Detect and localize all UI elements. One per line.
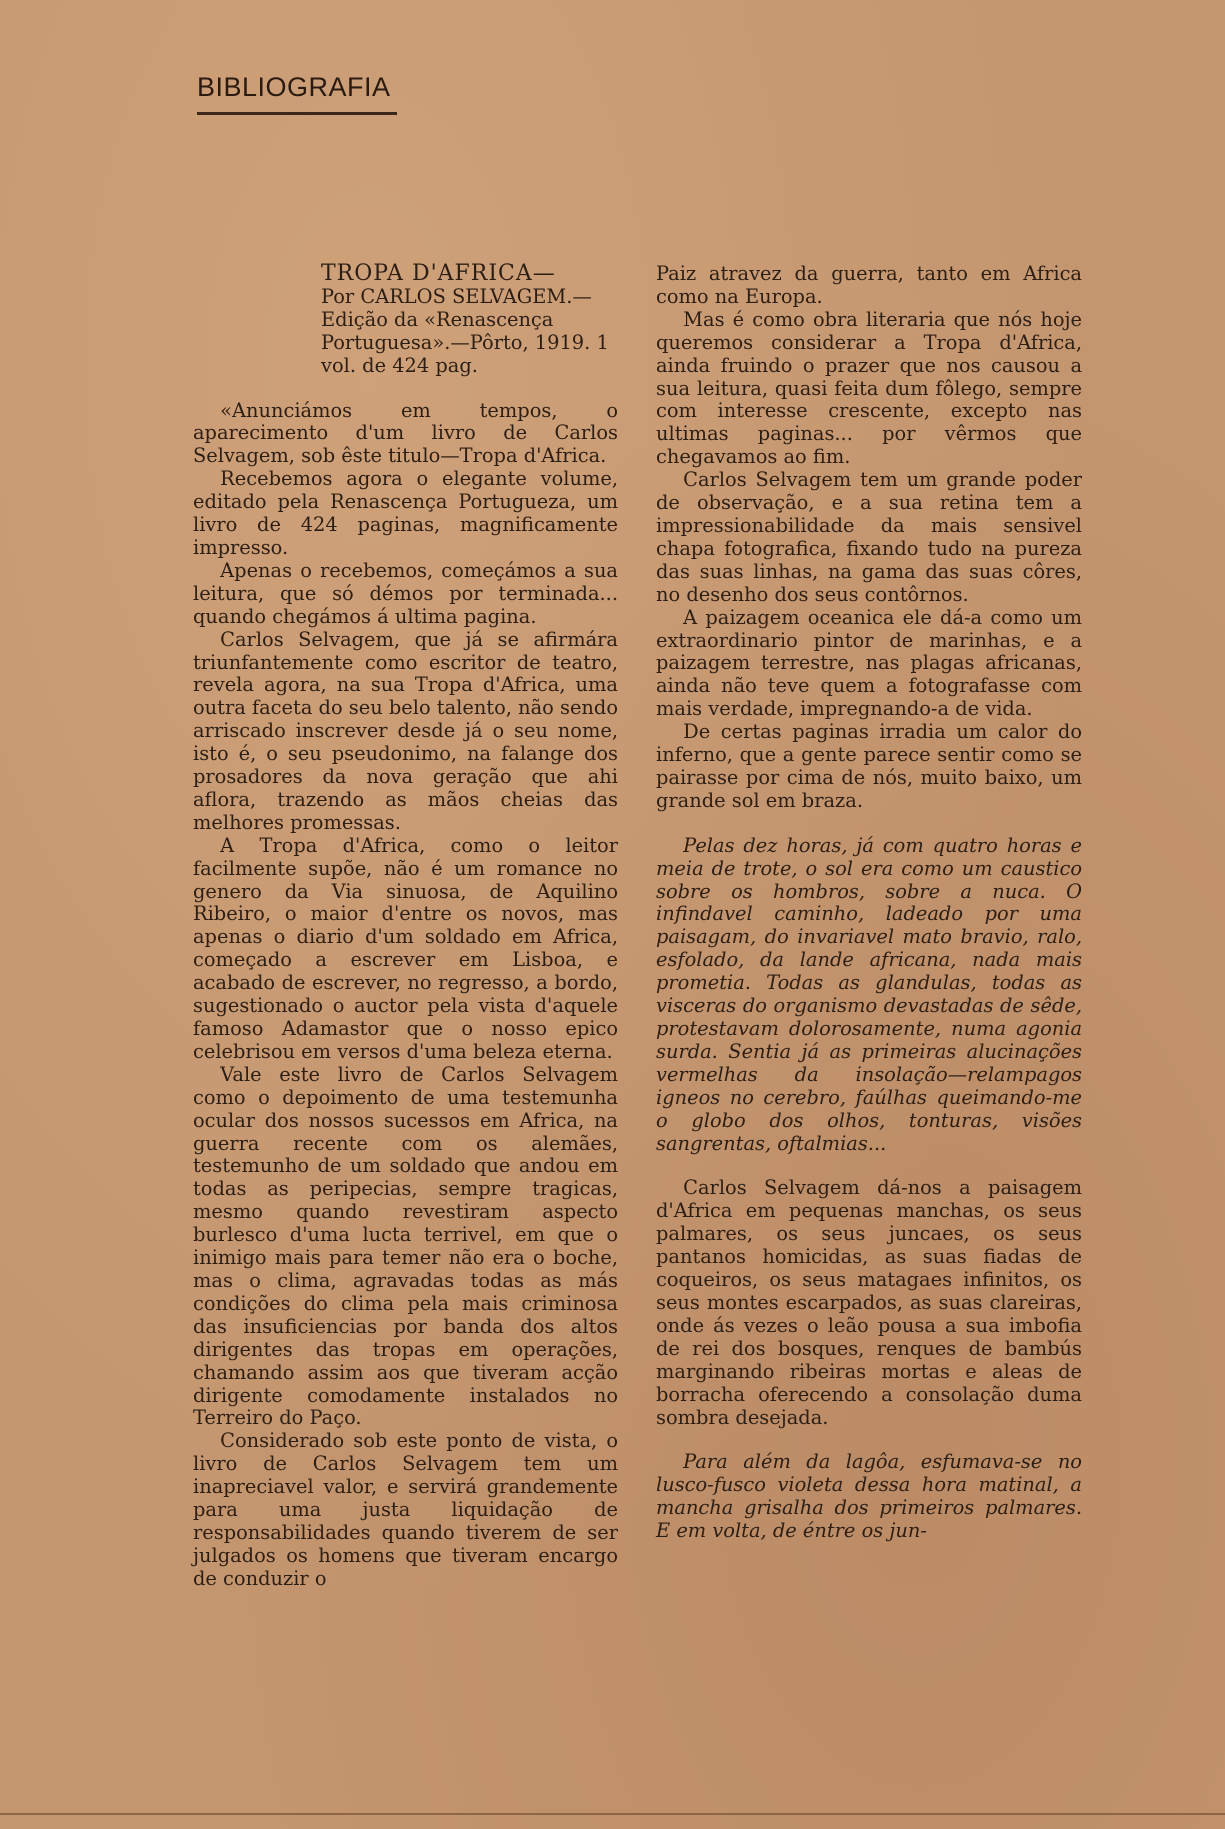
paragraph: A Tropa d'Africa, como o leitor facilmente supõe, não é um romance no genero da Via sinuosa, de Aquilino Ribeiro, o maior d'entre os novos, mas apenas o diario d'um soldado em Africa, começado a escrever em Lisboa, e acabado de escrever, no regresso, a bordo, sugestionado o auctor pela vista d'aquele famoso Adamastor que o nosso epico celebrisou em versos d'uma beleza eterna. [193, 833, 618, 1063]
paragraph: Recebemos agora o elegante volume, editado pela Renascença Portugueza, um livro de 424 paginas, magnificamente impresso. [193, 467, 618, 559]
book-title: TROPA D'AFRICA— [321, 261, 556, 286]
paragraph: Carlos Selvagem, que já se afirmára triunfantemente como escritor de teatro, revela agora, na sua Tropa d'Africa, uma outra faceta do seu belo talento, não sendo arriscado inscrever desde já o seu nome, isto é, o seu pseudonimo, na falange dos prosadores da nova geração que ahi aflora, trazendo as mãos cheias das melhores promessas. [193, 627, 618, 834]
paragraph: A paizagem oceanica ele dá-a como um extraordinario pintor de marinhas, e a paizagem terrestre, nas plagas africanas, ainda não teve quem a fotografasse com mais verdade, impregnando-a de vida. [656, 605, 1082, 721]
left-column [193, 263, 618, 1591]
paragraph: Carlos Selvagem dá-nos a paisagem d'Africa em pequenas manchas, os seus palmares, os seus juncaes, os seus pantanos homicidas, as suas fiadas de coqueiros, os seus matagaes infinitos, os seus montes escarpados, as suas clareiras, onde ás vezes o leão pousa a sua imbofia de rei dos bosques, renques de bambús marginando ribeiras mortas e aleas de borracha oferecendo a consolação duma sombra desejada. [656, 1176, 1082, 1429]
paragraph: Carlos Selvagem tem um grande poder de observação, e a sua retina tem a impressionabilidade da mais sensivel chapa fotografica, fixando tudo na pureza das suas linhas, na gama das suas côres, no desenho dos seus contôrnos. [656, 468, 1082, 606]
right-column [656, 263, 1082, 1543]
book-reference [321, 263, 618, 378]
quoted-excerpt: Pelas dez horas, já com quatro horas e meia de trote, o sol era como um caustico sobre os hombros, sobre a nuca. O infindavel caminho, ladeado por uma paisagam, do invariavel mato bravio, ralo, esfolado, da lande africana, nada mais prometia. Todas as glandulas, todas as visceras do organismo devastadas de sêde, protestavam dolorosamente, numa agonia surda. Sentia já as primeiras alucinações vermelhas da insolação—relampagos igneos no cerebro, faúlhas queimando-me o globo dos olhos, tonturas, visões sangrentas, oftalmias... [656, 833, 1082, 1155]
paragraph: Paiz atravez da guerra, tanto em Africa como na Europa. [656, 262, 1082, 308]
page-bottom-edge [0, 1813, 1225, 1829]
paragraph: Mas é como obra literaria que nós hoje queremos considerar a Tropa d'Africa, ainda fruindo o prazer que nos causou a sua leitura, quasi feita dum fôlego, sempre com interesse crescente, excepto nas ultimas paginas... por vêrmos que chegavamos ao fim. [656, 307, 1082, 469]
book-author: Por CARLOS SELVAGEM.— [321, 284, 592, 308]
header-underline [197, 112, 397, 115]
paragraph: Vale este livro de Carlos Selvagem como o depoimento de uma testemunha ocular dos nossos sucessos em Africa, na guerra recente com os alemães, testemunho de um soldado que andou em todas as peripecias, sempre tragicas, mesmo quando revestiram aspecto burlesco d'uma lucta terrivel, em que o inimigo mais para temer não era o boche, mas o clima, agravadas todas as más condições do clima pela mais criminosa das insuficiencias por banda dos altos dirigentes das tropas em operações, chamando assim aos que tiveram acção dirigente comodamente instalados no Terreiro do Paço. [193, 1062, 618, 1430]
paragraph: Considerado sob este ponto de vista, o livro de Carlos Selvagem tem um inapreciavel valor, e servirá grandemente para uma justa liquidação de responsabilidades quando tiverem de ser julgados os homens que tiveram encargo de conduzir o [193, 1429, 618, 1590]
paragraph: «Anunciámos em tempos, o aparecimento d'um livro de Carlos Selvagem, sob êste titulo—Tropa d'Africa. [193, 398, 618, 468]
paragraph: De certas paginas irradia um calor do inferno, que a gente parece sentir como se pairasse por cima de nós, muito baixo, um grande sol em braza. [656, 720, 1082, 812]
quoted-excerpt: Para além da lagôa, esfumava-se no lusco-fusco violeta dessa hora matinal, a mancha grisalha dos primeiros palmares. E em volta, de éntre os jun- [656, 1450, 1082, 1543]
book-edition: Edição da «Renascença Portuguesa».—Pôrto, 1919. 1 vol. de 424 pag. [321, 307, 609, 377]
paragraph: Apenas o recebemos, começámos a sua leitura, que só démos por terminada... quando chegámos á ultima pagina. [193, 558, 618, 628]
section-header: BIBLIOGRAFIA [197, 72, 391, 102]
